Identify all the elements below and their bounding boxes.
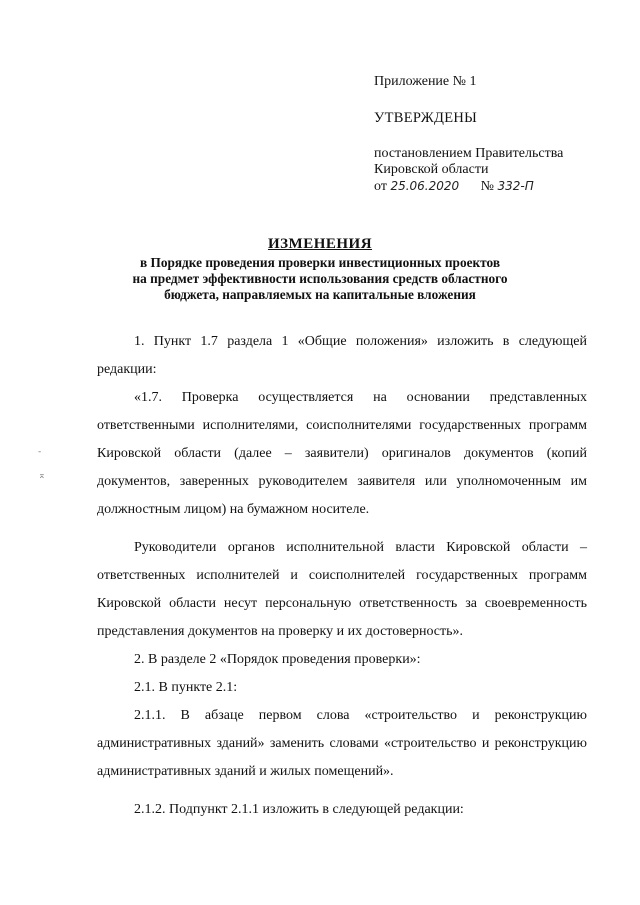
title-line-1: в Порядке проведения проверки инвестиционных проектов bbox=[139, 255, 501, 270]
scan-mark: - bbox=[38, 447, 42, 457]
paragraph-2: «1.7. Проверка осуществляется на основании представленных ответственными исполнителями, соисполнителями государственных программ Кировской области (далее – заявители) оригиналов документов (копий документов, заверенных руководителем заявителя или уполномоченным им должностным лицом) на бумажном носителе. bbox=[97, 390, 587, 517]
paragraph-6: 2.1.1. В абзаце первом слова «строительство и реконструкцию административных зданий» заменить словами «строительство и реконструкцию административных зданий и жилых помещений». bbox=[97, 708, 587, 779]
paragraph-1: 1. Пункт 1.7 раздела 1 «Общие положения» изложить в следующей редакции: bbox=[97, 334, 587, 377]
handwritten-date: 25.06.2020 bbox=[390, 179, 460, 193]
approval-block bbox=[374, 74, 614, 195]
paragraph-7: 2.1.2. Подпункт 2.1.1 изложить в следующей редакции: bbox=[134, 802, 464, 817]
resolution-line-2: Кировской области bbox=[374, 162, 489, 177]
date-number-line bbox=[374, 178, 614, 195]
date-prefix: от bbox=[374, 179, 387, 194]
paragraph-3: Руководители органов исполнительной власти Кировской области – ответственных исполнителей и соисполнителей государственных программ Кировской области несут персональную ответственность за своевременность представления документов на проверку и их достоверность». bbox=[97, 540, 587, 639]
scan-mark: ⌅ bbox=[38, 471, 46, 481]
number-prefix: № bbox=[480, 179, 495, 194]
resolution-line-1: постановлением Правительства bbox=[374, 146, 564, 161]
paragraph-4: 2. В разделе 2 «Порядок проведения проверки»: bbox=[134, 652, 421, 667]
approved-label: УТВЕРЖДЕНЫ bbox=[374, 110, 478, 126]
title-line-2: на предмет эффективности использования средств областного bbox=[132, 271, 508, 286]
document-title bbox=[100, 236, 540, 303]
title-line-3: бюджета, направляемых на капитальные вложения bbox=[164, 287, 476, 302]
document-body bbox=[97, 328, 587, 824]
appendix-label: Приложение № 1 bbox=[374, 74, 477, 89]
handwritten-number: 332-П bbox=[497, 179, 534, 193]
paragraph-5: 2.1. В пункте 2.1: bbox=[134, 680, 238, 695]
title-heading: ИЗМЕНЕНИЯ bbox=[267, 236, 373, 252]
